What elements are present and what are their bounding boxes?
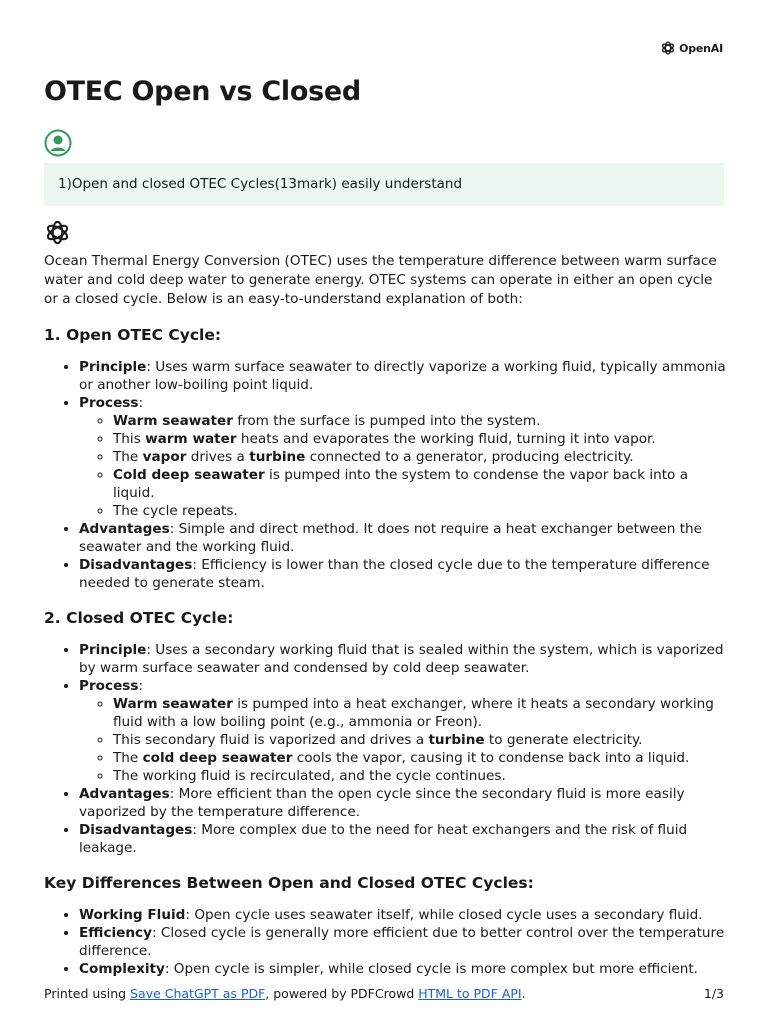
list-item: • Process: ◦ Warm seawater is pumped into a heat exchanger, where it heats a secondary working fluid with a low boiling point (e.g., ammonia or Freon). ◦ This secondary fluid is vaporized and drives a turbine to generate electricity. ◦ The cold deep seawater cools the vapor, causing it to condense back into a liquid. ◦ The working fluid is recirculated, and the cycle continues.	[79, 677, 728, 785]
page-number: 1/3	[703, 986, 724, 1001]
list-item: ◦ This warm water heats and evaporates the working fluid, turning it into vapor.	[113, 430, 728, 448]
response-content	[44, 252, 728, 978]
open-cycle-list	[44, 358, 728, 592]
list-item: • Efficiency: Closed cycle is generally more efficient due to better control over the temperature difference.	[79, 924, 728, 960]
page-footer	[44, 986, 724, 1001]
list-item: ◦ The cold deep seawater cools the vapor, causing it to condense back into a liquid.	[113, 749, 728, 767]
list-item: ◦ The working fluid is recirculated, and the cycle continues.	[113, 767, 728, 785]
list-item: • Advantages: Simple and direct method. It does not require a heat exchanger between the seawater and the working fluid.	[79, 520, 728, 556]
list-item: ◦ The vapor drives a turbine connected to a generator, producing electricity.	[113, 448, 728, 466]
html-to-pdf-api-link[interactable]: HTML to PDF API	[418, 986, 522, 1001]
differences-list	[44, 906, 728, 978]
list-item: ◦ This secondary fluid is vaporized and drives a turbine to generate electricity.	[113, 731, 728, 749]
list-item: • Process: ◦ Warm seawater from the surface is pumped into the system. ◦ This warm water heats and evaporates the working fluid, turning it into vapor. ◦ The vapor drives a turbine connected to a generator, producing electricity. ◦ Cold deep seawater is pumped into the system to condense the vapor back into a liquid. ◦ The cycle repeats.	[79, 394, 728, 520]
list-item: ◦ Cold deep seawater is pumped into the system to condense the vapor back into a liquid.	[113, 466, 728, 502]
save-chatgpt-pdf-link[interactable]: Save ChatGPT as PDF	[130, 986, 266, 1001]
list-item: • Disadvantages: Efficiency is lower than the closed cycle due to the temperature difference needed to generate steam.	[79, 556, 728, 592]
list-item: • Principle: Uses warm surface seawater to directly vaporize a working fluid, typically ammonia or another low-boiling point liquid.	[79, 358, 728, 394]
intro-paragraph: Ocean Thermal Energy Conversion (OTEC) uses the temperature difference between warm surface water and cold deep water to generate energy. OTEC systems can operate in either an open cycle or a closed cycle. Below is an easy-to-understand explanation of both:	[44, 253, 717, 307]
list-item: ◦ Warm seawater is pumped into a heat exchanger, where it heats a secondary working fluid with a low boiling point (e.g., ammonia or Freon).	[113, 695, 728, 731]
footer-credit: Printed using Save ChatGPT as PDF, powered by PDFCrowd HTML to PDF API.	[44, 986, 526, 1001]
list-item: • Advantages: More efficient than the open cycle since the secondary fluid is more easily vaporized by the temperature difference.	[79, 785, 728, 821]
user-avatar-icon	[44, 129, 72, 157]
openai-logo-icon	[660, 40, 676, 56]
list-item: ◦ The cycle repeats.	[113, 502, 728, 520]
list-item: ◦ Warm seawater from the surface is pumped into the system.	[113, 412, 728, 430]
closed-cycle-heading: 2. Closed OTEC Cycle:	[44, 609, 234, 627]
list-item: • Principle: Uses a secondary working fluid that is sealed within the system, which is vaporized by warm surface seawater and condensed by cold deep seawater.	[79, 641, 728, 677]
brand-name: OpenAI	[679, 41, 723, 55]
user-prompt: 1)Open and closed OTEC Cycles(13mark) easily understand	[44, 163, 724, 206]
brand-logo	[660, 40, 723, 56]
open-process-steps	[79, 412, 728, 520]
closed-process-steps	[79, 695, 728, 785]
list-item: • Complexity: Open cycle is simpler, while closed cycle is more complex but more efficient.	[79, 960, 728, 978]
list-item: • Working Fluid: Open cycle uses seawater itself, while closed cycle uses a secondary fluid.	[79, 906, 728, 924]
closed-cycle-list	[44, 641, 728, 857]
differences-heading: Key Differences Between Open and Closed OTEC Cycles:	[44, 874, 534, 892]
page-title: OTEC Open vs Closed	[44, 76, 361, 107]
list-item: • Disadvantages: More complex due to the need for heat exchangers and the risk of fluid leakage.	[79, 821, 728, 857]
open-cycle-heading: 1. Open OTEC Cycle:	[44, 326, 222, 344]
chatgpt-avatar-icon	[44, 219, 71, 246]
